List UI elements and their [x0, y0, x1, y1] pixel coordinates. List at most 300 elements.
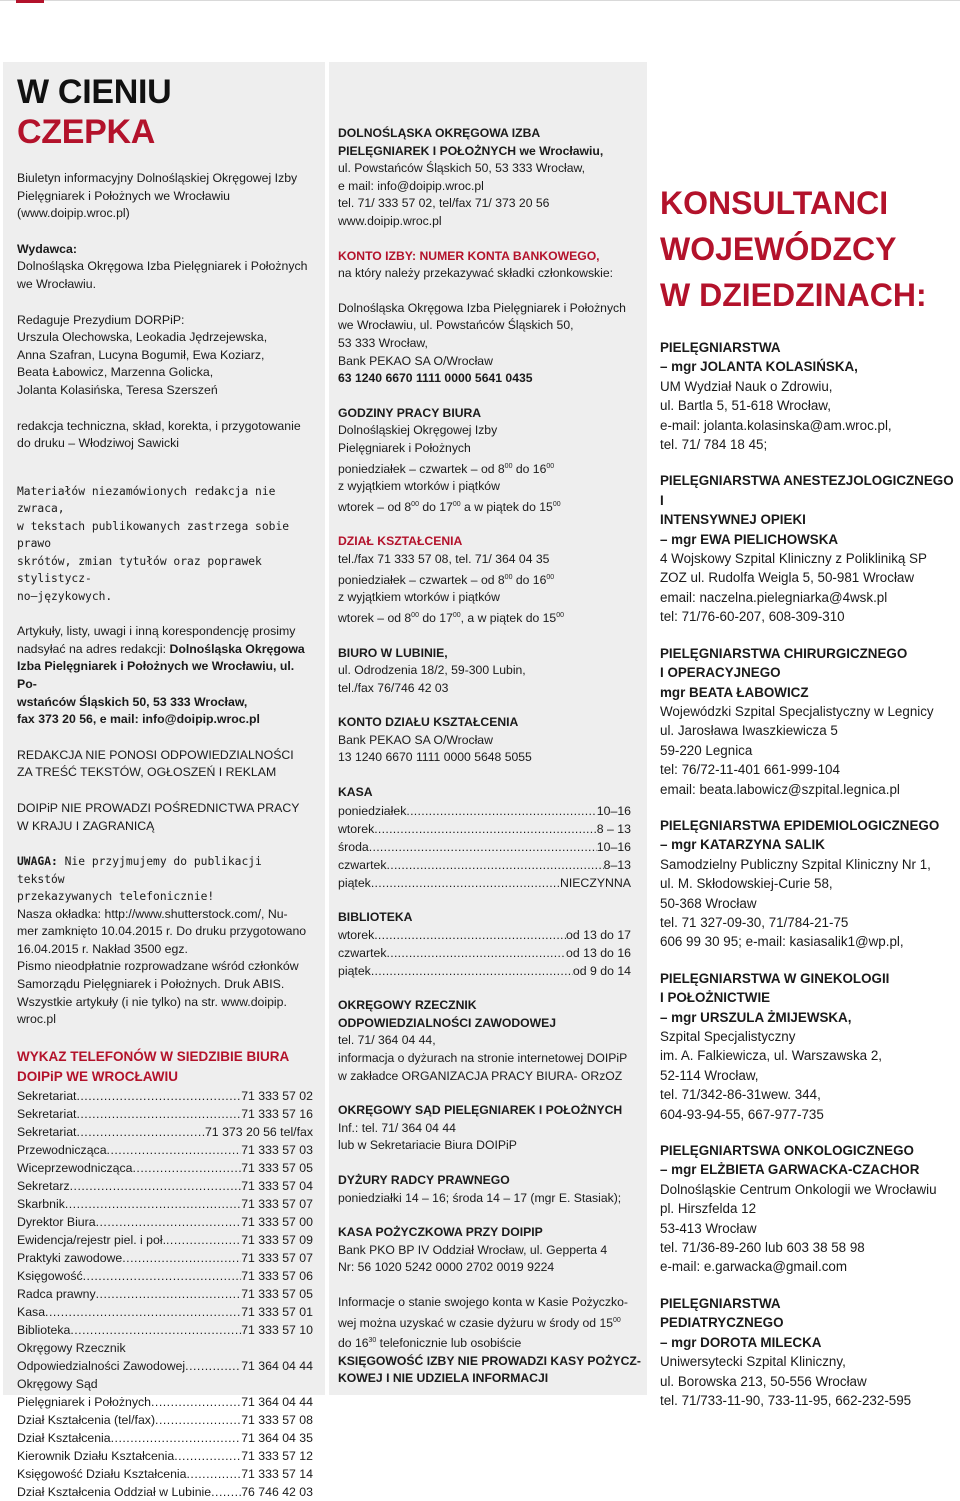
consultant-entry	[660, 816, 960, 952]
row-value: od 13 do 17	[566, 928, 631, 943]
row-label: Sekretariat	[17, 1106, 77, 1121]
row-value: 71 333 57 04	[241, 1178, 313, 1193]
dotted-row	[338, 802, 631, 820]
dotted-row	[17, 1159, 313, 1177]
consultant-line: tel. 71/342-86-31wew. 344,	[660, 1087, 821, 1103]
loan-info-line	[338, 1332, 641, 1353]
loan-fund-block	[338, 1224, 641, 1277]
leader-dots	[96, 1285, 242, 1303]
lubin-head: BIURO W LUBINIE,	[338, 645, 448, 660]
correspondence-line: Artykuły, listy, uwagi i inną korespondencję prosimy	[17, 624, 296, 639]
consultant-line: ul. Borowska 213, 50-556 Wrocław	[660, 1373, 867, 1389]
hours-sup: 00	[552, 500, 561, 508]
publisher-line: Dolnośląska Okręgowa Izba Pielęgniarek i Położnych	[17, 259, 308, 274]
row-label: Wiceprzewodnicząca	[17, 1160, 133, 1175]
leader-dots	[369, 838, 597, 856]
consultant-head: PIELĘGNIARSTWA	[660, 1295, 781, 1311]
dotted-row	[17, 1429, 313, 1447]
consultant-line: tel. 71/36-89-260 lub 603 38 58 98	[660, 1240, 865, 1256]
chamber-line: tel. 71/ 333 57 02, tel/fax 71/ 373 20 56	[338, 196, 550, 211]
row-value: 10–16	[596, 803, 631, 818]
office-hours-line: Pielęgniarek i Położnych	[338, 440, 471, 455]
row-label: piątek	[338, 875, 371, 890]
loan-info-text: wej można uzyskać w czasie dyżuru w środy od 15	[338, 1315, 614, 1330]
correspondence-line	[17, 641, 313, 659]
title-word-1: W CIENIU	[17, 73, 172, 111]
leader-dots	[76, 1087, 241, 1105]
consultant-line: ul. Bartla 5, 51-618 Wrocław,	[660, 398, 831, 414]
row-value: 71 333 57 10	[241, 1322, 313, 1337]
row-value: 71 333 57 14	[241, 1466, 313, 1481]
hours-sup: 00	[411, 611, 419, 619]
accounting-notice: KSIĘGOWOŚĆ IZBY NIE PROWADZI KASY POŻYCZ-	[338, 1353, 641, 1368]
chamber-head: DOLNOŚLĄSKA OKRĘGOWA IZBA	[338, 126, 541, 140]
row-label: Sekretariat	[17, 1124, 77, 1139]
dotted-row	[17, 1393, 313, 1411]
row-label: Sekretariat	[17, 1088, 77, 1103]
title-word-2: CZEPKA	[17, 113, 155, 151]
dotted-row	[17, 1105, 313, 1123]
row-label: poniedziałek	[338, 803, 407, 818]
leader-dots	[211, 1483, 241, 1501]
bank-account-head: KONTO IZBY: NUMER KONTA BANKOWEGO,	[338, 248, 600, 263]
hours-text: do 17	[418, 610, 453, 625]
library-head: BIBLIOTEKA	[338, 909, 413, 924]
consultant-head: PIELĘGNIARSTWA CHIRURGICZNEGO	[660, 645, 908, 661]
publisher-line: we Wrocławiu.	[17, 276, 97, 291]
warning-block	[17, 853, 313, 1029]
intro-block	[17, 170, 313, 223]
leader-dots	[166, 1231, 241, 1249]
phone-list-heading	[17, 1047, 313, 1087]
education-account-block	[338, 714, 641, 767]
leader-dots	[70, 1177, 242, 1195]
row-label: Odpowiedzialności Zawodowej	[17, 1358, 186, 1373]
hours-sup: 30	[368, 1337, 377, 1345]
row-value: 71 333 57 06	[241, 1268, 313, 1283]
dotted-row	[338, 838, 631, 856]
materials-line: no–językowych.	[17, 589, 113, 603]
consultant-line: 604-93-94-55, 667-977-735	[660, 1106, 824, 1122]
row-label: Dział Kształcenia (tel/fax)	[17, 1412, 156, 1427]
phone-list	[17, 1393, 313, 1501]
technical-editing-block	[17, 418, 313, 453]
row-value: 71 333 57 07	[241, 1250, 313, 1265]
education-account-line: 13 1240 6670 1111 0000 5648 5055	[338, 750, 532, 765]
leader-dots	[107, 1141, 242, 1159]
row-value: 71 333 57 09	[241, 1232, 313, 1247]
row-label: Dyrektor Biura	[17, 1214, 96, 1229]
warning-line	[17, 853, 313, 888]
loan-info-line: Informacje o stanie swojego konta w Kasie Pożyczko-	[338, 1294, 628, 1309]
warning-label: UWAGA:	[17, 855, 58, 869]
page-title	[17, 72, 313, 152]
publisher-block	[17, 241, 313, 294]
consultant-line: email: beata.labowicz@szpital.legnica.pl	[660, 781, 900, 797]
consultant-line: im. A. Falkiewicza, ul. Warszawska 2,	[660, 1048, 882, 1064]
hours-sup: 00	[504, 462, 513, 470]
lubin-line: tel./fax 76/746 42 03	[338, 680, 449, 695]
editors-line: Anna Szafran, Lucyna Bogumił, Ewa Koziarz,	[17, 347, 265, 362]
leader-dots	[371, 874, 560, 892]
row-label: Księgowość Działu Kształcenia	[17, 1466, 187, 1481]
consultant-head: – mgr ELŻBIETA GARWACKA-CZACHOR	[660, 1162, 920, 1178]
distribution-line: Samorządu Pielęgniarek i Położnych. Druk ABIS.	[17, 977, 285, 992]
court-block	[338, 1102, 641, 1155]
distribution-line: Pismo nieodpłatnie rozprowadzane wśród członków	[17, 959, 299, 974]
consultant-line: Wojewódzki Szpital Specjalistyczny w Legnicy	[660, 703, 934, 719]
bank-account-line: Dolnośląska Okręgowa Izba Pielęgniarek i Położnych	[338, 300, 626, 315]
consultant-head: PIELĘGNIARTSWA ONKOLOGICZNEGO	[660, 1143, 914, 1159]
intro-line: Biuletyn informacyjny Dolnośląskiej Okręgowej Izby	[17, 171, 298, 185]
row-label: czwartek	[338, 946, 387, 961]
phone-list	[17, 1357, 313, 1375]
row-value: 71 333 57 03	[241, 1142, 313, 1157]
office-hours-line	[338, 496, 641, 517]
no-agency-line: W KRAJU I ZAGRANICĄ	[17, 818, 155, 833]
legal-advisor-head: DYŻURY RADCY PRAWNEGO	[338, 1173, 510, 1187]
consultant-line: Samodzielny Publiczny Szpital Kliniczny Nr 1,	[660, 856, 931, 872]
editors-block	[17, 312, 313, 400]
bank-account-sub: na który należy przekazywać składki członkowskie:	[338, 266, 614, 281]
leader-dots	[111, 1429, 242, 1447]
dotted-row	[338, 874, 631, 892]
ombudsman-line: informacja o dyżurach na stronie internetowej DOIPiP	[338, 1051, 628, 1066]
consultant-head: – mgr URSZULA ŻMIJEWSKA,	[660, 1009, 852, 1025]
consultant-head: PIELĘGNIARSTWA	[660, 340, 781, 355]
correspondence-bold-line: Izba Pielęgniarek i Położnych we Wrocławiu, ul. Po-	[17, 659, 295, 691]
court-head: OKRĘGOWY SĄD PIELĘGNIAREK I POŁOŻNYCH	[338, 1103, 623, 1118]
consultants-title	[660, 180, 960, 318]
consultant-line: 50-368 Wrocław	[660, 895, 757, 911]
dotted-row	[338, 856, 631, 874]
ombudsman-head: ODPOWIEDZIALNOŚCI ZAWODOWEJ	[338, 1015, 557, 1030]
hours-sup: 00	[452, 611, 461, 619]
contact-column	[329, 62, 647, 1395]
intro-line: Pielęgniarek i Położnych we Wrocławiu	[17, 188, 231, 203]
intro-line: (www.doipip.wroc.pl)	[17, 206, 130, 221]
leader-dots	[371, 962, 573, 980]
row-label: Pielęgniarek i Położnych	[17, 1394, 151, 1409]
library-list	[338, 926, 631, 980]
dotted-row	[17, 1267, 313, 1285]
row-value: 71 333 57 05	[241, 1286, 313, 1301]
materials-line: Materiałów niezamówionych redakcja nie zwraca,	[17, 484, 276, 516]
office-hours-line: Dolnośląskiej Okręgowej Izby	[338, 423, 498, 438]
dotted-row	[17, 1483, 313, 1501]
consultant-line: ul. Jarosława Iwaszkiewicza 5	[660, 723, 838, 739]
warning-text: Nie przyjmujemy do publikacji tekstów	[17, 855, 262, 886]
row-label: Radca prawny	[17, 1286, 96, 1301]
row-label: Dział Kształcenia	[17, 1430, 111, 1445]
dotted-row	[17, 1321, 313, 1339]
editors-line: Urszula Olechowska, Leokadia Jędrzejewska,	[17, 330, 268, 345]
top-accent-mark	[16, 0, 44, 3]
row-value: 71 364 04 35	[241, 1430, 313, 1445]
dotted-row	[17, 1303, 313, 1321]
dotted-row	[17, 1285, 313, 1303]
loan-fund-line: Bank PKO BP IV Oddział Wrocław, ul. Gepperta 4	[338, 1242, 608, 1257]
consultant-line: ul. M. Skłodowskiej-Curie 58,	[660, 876, 833, 892]
consultant-line: e-mail: e.garwacka@gmail.com	[660, 1259, 847, 1275]
row-label: wtorek	[338, 821, 375, 836]
hours-text: wtorek – od 8	[338, 610, 412, 625]
dotted-row	[17, 1357, 313, 1375]
bank-account-line: Bank PEKAO SA O/Wrocław	[338, 353, 493, 368]
correspondence-bold-line: wstańców Śląskich 50, 53 333 Wrocław,	[17, 694, 248, 709]
dotted-row	[17, 1213, 313, 1231]
materials-line: w tekstach publikowanych zastrzega sobie prawo	[17, 519, 290, 551]
loan-info-line	[338, 1312, 641, 1333]
editors-line: Jolanta Kolasińska, Teresa Szerszeń	[17, 382, 218, 397]
consultant-line: 53-413 Wrocław	[660, 1220, 757, 1236]
bank-account-block	[338, 248, 641, 388]
phone-label: Okręgowy Rzecznik	[17, 1340, 126, 1355]
row-value: od 9 do 14	[572, 964, 631, 979]
imprint-column	[3, 62, 325, 1499]
education-dept-line	[338, 607, 641, 628]
dotted-row	[17, 1123, 313, 1141]
consultant-line: pl. Hirszfelda 12	[660, 1201, 757, 1217]
leader-dots	[374, 926, 566, 944]
ombudsman-line: w zakładce ORGANIZACJA PRACY BIURA- ORzOZ	[338, 1068, 623, 1083]
row-label: Biblioteka	[17, 1322, 71, 1337]
phone-list	[17, 1087, 313, 1339]
liability-notice	[17, 747, 313, 782]
hours-sup: 00	[411, 500, 419, 508]
consultant-line: email: naczelna.pielegniarka@4wsk.pl	[660, 589, 888, 605]
dotted-row	[17, 1195, 313, 1213]
row-value: 71 364 04 44	[241, 1394, 313, 1409]
hours-text: do 16	[512, 461, 547, 476]
leader-dots	[133, 1159, 242, 1177]
loan-fund-head: KASA POŻYCZKOWA PRZY DOIPIP	[338, 1225, 543, 1240]
editors-label: Redaguje Prezydium DORPiP:	[17, 312, 185, 327]
cover-line: 16.04.2015 r. Nakład 3500 egz.	[17, 941, 188, 956]
consultant-head: – mgr JOLANTA KOLASIŃSKA,	[660, 359, 858, 375]
dotted-row	[17, 1411, 313, 1429]
cover-line: Nasza okładka: http://www.shutterstock.com/, Nu-	[17, 906, 288, 921]
row-value: 71 333 57 12	[241, 1448, 313, 1463]
leader-dots	[83, 1267, 242, 1285]
bank-account-line: we Wrocławiu, ul. Powstańców Śląskich 50,	[338, 318, 574, 333]
row-label: Ewidencja/rejestr piel. i poł.	[17, 1232, 166, 1247]
row-label: Sekretarz	[17, 1178, 70, 1193]
phone-list-title: DOIPiP WE WROCŁAWIU	[17, 1068, 178, 1084]
dotted-row	[17, 1141, 313, 1159]
hours-text: poniedziałek – czwartek – od 8	[338, 461, 505, 476]
leader-dots	[174, 1447, 241, 1465]
hours-sup: 00	[556, 611, 564, 619]
consultant-line: tel: 76/72-11-401 661-999-104	[660, 762, 840, 778]
hours-sup: 00	[504, 573, 513, 581]
consultant-line: 59-220 Legnica	[660, 742, 753, 758]
leader-dots	[187, 1465, 242, 1483]
consultant-head: mgr BEATA ŁABOWICZ	[660, 684, 809, 700]
leader-dots	[155, 1411, 241, 1429]
cover-line: mer zamknięto 10.04.2015 r. Do druku przygotowano	[17, 924, 307, 939]
court-line: Inf.: tel. 71/ 364 04 44	[338, 1120, 456, 1135]
row-value: od 13 do 16	[566, 946, 631, 961]
education-dept-line	[338, 569, 641, 590]
library-hours-block	[338, 909, 631, 981]
dotted-row	[17, 1177, 313, 1195]
consultants-title-line: KONSULTANCI	[660, 185, 889, 221]
consultant-line: 4 Wojskowy Szpital Kliniczny z Polikliniką SP	[660, 551, 927, 567]
consultant-line: e-mail: jolanta.kolasinska@am.wroc.pl,	[660, 417, 892, 433]
row-value: 8 – 13	[596, 821, 631, 836]
leader-dots	[96, 1213, 242, 1231]
office-hours-line	[338, 458, 641, 479]
row-value: 10–16	[596, 839, 631, 854]
row-value: 71 373 20 56 tel/fax	[204, 1124, 313, 1139]
education-dept-block	[338, 533, 641, 627]
dotted-row	[338, 926, 631, 944]
row-value: 71 333 57 01	[241, 1304, 313, 1319]
consultant-head: INTENSYWNEJ OPIEKI	[660, 512, 806, 528]
consultant-head: I POŁOŻNICTWIE	[660, 990, 771, 1006]
consultant-entry	[660, 1294, 960, 1410]
leader-dots	[374, 820, 597, 838]
consultant-line: tel. 71/ 784 18 45;	[660, 437, 768, 453]
consultant-entry	[660, 969, 960, 1124]
consultant-line: tel: 71/76-60-207, 608-309-310	[660, 609, 845, 625]
no-agency-line: DOIPiP NIE PROWADZI POŚREDNICTWA PRACY	[17, 800, 300, 815]
dotted-row	[338, 962, 631, 980]
no-agency-notice	[17, 800, 313, 835]
loan-info-text: do 16	[338, 1336, 369, 1351]
hours-text: poniedziałek – czwartek – od 8	[338, 572, 505, 587]
leader-dots	[65, 1195, 241, 1213]
consultant-line: 52-114 Wrocław,	[660, 1067, 759, 1083]
ombudsman-block	[338, 997, 641, 1085]
consultant-entry	[660, 644, 960, 799]
consultant-head: PIELĘGNIARSTWA EPIDEMIOLOGICZNEGO	[660, 817, 940, 833]
row-label: Kasa	[17, 1304, 46, 1319]
leader-dots	[122, 1249, 241, 1267]
loan-fund-line: Nr: 56 1020 5242 0000 2702 0019 9224	[338, 1260, 555, 1275]
consultant-head: PIELĘGNIARSTWA ANESTEZJOLOGICZNEGO I	[660, 473, 954, 508]
consultant-entry	[660, 1141, 960, 1277]
correspondence-bold-line: fax 373 20 56, e mail: info@doipip.wroc.pl	[17, 712, 260, 727]
hours-text: do 16	[512, 572, 547, 587]
dotted-row	[17, 1231, 313, 1249]
row-label: środa	[338, 839, 369, 854]
dotted-row	[17, 1249, 313, 1267]
hours-text: , a w piątek do 15	[460, 610, 557, 625]
consultant-head: – mgr KATARZYNA SALIK	[660, 837, 825, 853]
row-label: piątek	[338, 964, 371, 979]
consultant-line: ZOZ ul. Rudolfa Weigla 5, 50-981 Wrocław	[660, 570, 915, 586]
cashier-hours-block	[338, 784, 631, 892]
legal-advisor-block	[338, 1172, 641, 1207]
hours-sup: 00	[452, 500, 461, 508]
row-label: Przewodnicząca	[17, 1142, 107, 1157]
leader-dots	[76, 1123, 205, 1141]
technical-line: redakcja techniczna, skład, korekta, i przygotowanie	[17, 418, 301, 433]
accounting-notice: KOWEJ I NIE UDZIELA INFORMACJI	[338, 1371, 549, 1386]
dotted-row	[17, 1465, 313, 1483]
loan-info-text: telefonicznie lub osobiście	[376, 1336, 522, 1351]
row-value: 71 333 57 02	[241, 1088, 313, 1103]
consultants-list	[660, 338, 960, 1410]
education-dept-head: DZIAŁ KSZTAŁCENIA	[338, 534, 463, 549]
consultant-line: Szpital Specjalistyczny	[660, 1029, 796, 1044]
consultant-entry	[660, 471, 960, 626]
consultant-line: UM Wydział Nauk o Zdrowiu,	[660, 378, 833, 394]
distribution-line: Wszystkie artykuły (i nie tylko) na str. www.doipip.	[17, 994, 287, 1009]
education-dept-line: z wyjątkiem wtorków i piątków	[338, 590, 500, 605]
consultant-head: – mgr EWA PIELICHOWSKA	[660, 531, 839, 547]
row-label: Kierownik Działu Kształcenia	[17, 1448, 175, 1463]
correspondence-bold: Dolnośląska Okręgowa	[169, 641, 305, 656]
chamber-line: ul. Powstańców Śląskich 50, 53 333 Wrocław,	[338, 161, 586, 176]
row-label: czwartek	[338, 857, 387, 872]
cashier-list	[338, 802, 631, 892]
hours-text: a w piątek do 15	[460, 499, 553, 514]
ombudsman-head: OKRĘGOWY RZECZNIK	[338, 998, 477, 1013]
leader-dots	[406, 802, 596, 820]
consultant-line: 606 99 30 95; e-mail: kasiasalik1@wp.pl,	[660, 934, 904, 950]
consultant-entry	[660, 338, 960, 454]
row-value: 71 333 57 05	[241, 1160, 313, 1175]
technical-line: do druku – Włodziwoj Sawicki	[17, 436, 179, 451]
education-account-line: Bank PEKAO SA O/Wrocław	[338, 732, 493, 747]
consultant-head: – mgr DOROTA MILECKA	[660, 1334, 822, 1350]
correspondence-block	[17, 623, 313, 729]
consultants-title-line: WOJEWÓDZCY	[660, 231, 897, 267]
row-value: NIECZYNNA	[559, 875, 631, 890]
hours-sup: 00	[613, 1316, 621, 1324]
row-label: wtorek	[338, 928, 375, 943]
row-value: 76 746 42 03	[241, 1484, 313, 1499]
office-hours-line: z wyjątkiem wtorków i piątków	[338, 479, 500, 494]
consultants-column	[651, 62, 960, 1408]
dotted-row	[17, 1447, 313, 1465]
publisher-label: Wydawca:	[17, 241, 77, 256]
consultant-head: PEDIATRYCZNEGO	[660, 1315, 784, 1331]
liability-line: ZA TREŚĆ TEKSTÓW, OGŁOSZEŃ I REKLAM	[17, 765, 277, 780]
row-value: 71 364 04 44	[241, 1358, 313, 1373]
lubin-line: ul. Odrodzenia 18/2, 59-300 Lubin,	[338, 663, 526, 678]
leader-dots	[387, 856, 604, 874]
correspondence-text: nadsyłać na adres redakcji:	[17, 641, 170, 656]
hours-text: do 17	[418, 499, 453, 514]
consultants-title-line: W DZIEDZINACH:	[660, 277, 927, 313]
row-label: Praktyki zawodowe	[17, 1250, 123, 1265]
leader-dots	[387, 944, 567, 962]
row-value: 71 333 57 00	[241, 1214, 313, 1229]
dotted-row	[17, 1087, 313, 1105]
bank-account-number: 63 1240 6670 1111 0000 5641 0435	[338, 371, 533, 386]
consultant-line: Dolnośląskie Centrum Onkologii we Wrocławiu	[660, 1181, 937, 1197]
row-label: Skarbnik	[17, 1196, 65, 1211]
chamber-address-block	[338, 125, 641, 231]
office-hours-head: GODZINY PRACY BIURA	[338, 405, 482, 420]
row-label: Dział Kształcenia Oddział w Lubinie	[17, 1484, 212, 1499]
hours-text: wtorek – od 8	[338, 499, 412, 514]
materials-notice	[17, 483, 313, 606]
row-label: Księgowość	[17, 1268, 83, 1283]
chamber-line: www.doipip.wroc.pl	[338, 213, 442, 228]
row-value: 71 333 57 07	[241, 1196, 313, 1211]
row-value: 71 333 57 16	[241, 1106, 313, 1121]
dotted-row	[338, 820, 631, 838]
chamber-head: PIELĘGNIAREK I POŁOŻNYCH we Wrocławiu,	[338, 143, 604, 158]
dotted-row	[338, 944, 631, 962]
row-value: 71 333 57 08	[241, 1412, 313, 1427]
leader-dots	[151, 1393, 241, 1411]
